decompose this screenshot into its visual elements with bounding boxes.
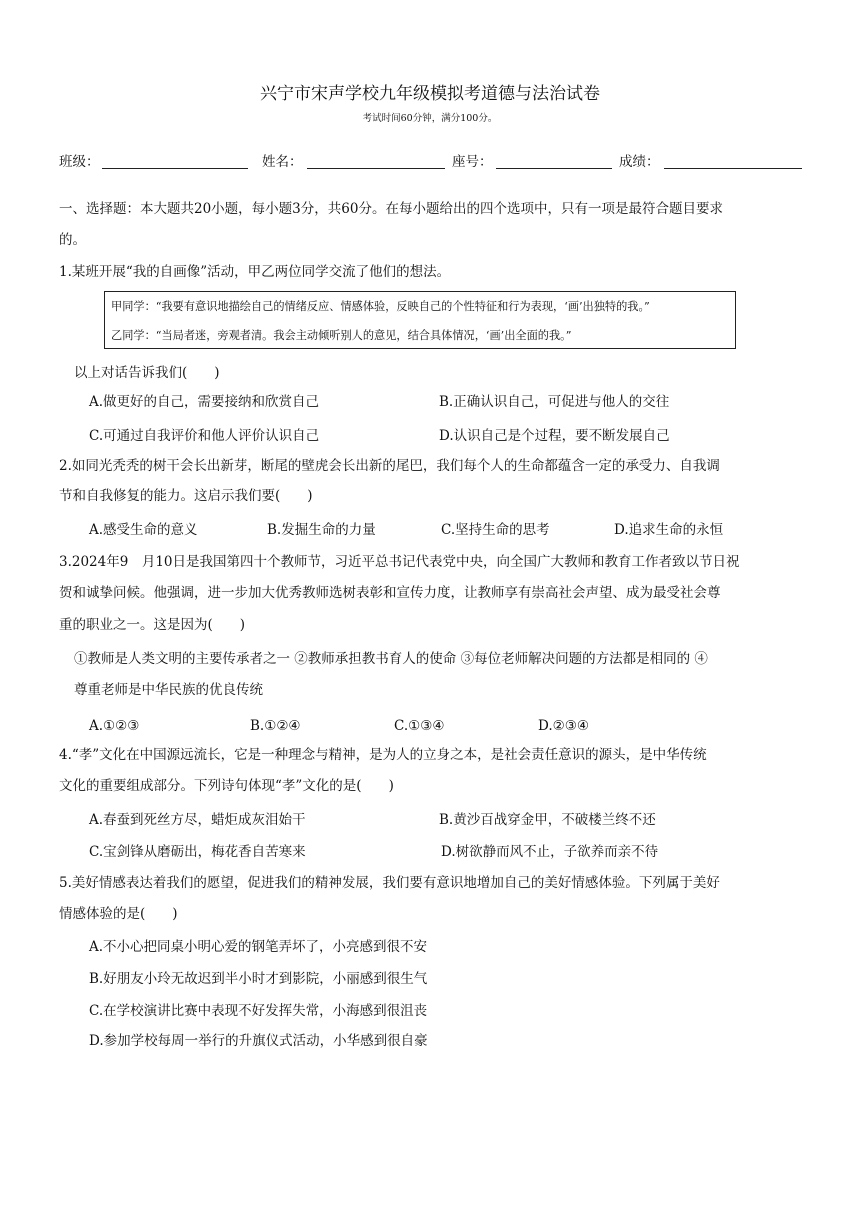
q1-option-b[interactable]: B.正确认识自己，可促进与他人的交往 [439, 394, 670, 410]
q3-option-b[interactable]: B.①②④ [250, 718, 301, 734]
question-3-stem-cont2: 重的职业之一。这是因为( ) [59, 617, 246, 633]
q2-option-a[interactable]: A.感受生命的意义 [89, 522, 198, 538]
q5-option-b[interactable]: B.好朋友小玲无故迟到半小时才到影院，小丽感到很生气 [89, 971, 428, 987]
question-3-stem: 3.2024年9 月10日是我国第四十个教师节，习近平总书记代表党中央，向全国广大教师和教育工作者致以节日祝 [59, 554, 740, 570]
question-5-stem-cont: 情感体验的是( ) [59, 906, 178, 922]
section-heading-cont: 的。 [59, 232, 86, 248]
question-4-stem: 4.“孝”文化在中国源远流长，它是一种理念与精神，是为人的立身之本，是社会责任意识的源头，是中华传统 [59, 747, 707, 763]
question-3-stem-cont1: 贺和诚挚问候。他强调，进一步加大优秀教师选树表彰和宣传力度，让教师享有崇高社会声望、成为最受社会尊 [59, 585, 721, 601]
section-heading: 一、选择题：本大题共20小题，每小题3分，共60分。在每小题给出的四个选项中，只有一项是最符合题目要求 [59, 201, 723, 217]
q4-option-a[interactable]: A.春蚕到死丝方尽，蜡炬成灰泪始干 [89, 812, 306, 828]
q3-option-d[interactable]: D.②③④ [538, 718, 589, 734]
q1-option-d[interactable]: D.认识自己是个过程，要不断发展自己 [439, 428, 670, 444]
question-4-stem-cont: 文化的重要组成部分。下列诗句体现“孝”文化的是( ) [59, 778, 394, 794]
q3-option-a[interactable]: A.①②③ [89, 718, 140, 734]
dialogue-student-b: 乙同学：“当局者迷，旁观者清。我会主动倾听别人的意见，结合具体情况，‘画’出全面的我。” [111, 329, 572, 342]
q4-option-d[interactable]: D.树欲静而风不止，子欲养而亲不待 [441, 844, 659, 860]
question-3-items-cont: 尊重老师是中华民族的优良传统 [74, 682, 263, 698]
dialogue-box [104, 291, 736, 349]
class-label: 班级： [59, 154, 100, 170]
class-blank[interactable] [102, 168, 248, 169]
q2-option-d[interactable]: D.追求生命的永恒 [614, 522, 724, 538]
question-1-ask: 以上对话告诉我们( ) [74, 365, 220, 381]
question-1-stem: 1.某班开展“我的自画像”活动，甲乙两位同学交流了他们的想法。 [59, 264, 451, 280]
student-info-row [59, 150, 804, 172]
dialogue-student-a: 甲同学：“我要有意识地描绘自己的情绪反应、情感体验，反映自己的个性特征和行为表现，‘画’出独特的我。” [111, 300, 650, 313]
question-2-stem: 2.如同光秃秃的树干会长出新芽，断尾的壁虎会长出新的尾巴，我们每个人的生命都蕴含一定的承受力、自我调 [59, 458, 720, 474]
q1-option-c[interactable]: C.可通过自我评价和他人评价认识自己 [89, 428, 320, 444]
name-label: 姓名： [262, 154, 303, 170]
q3-option-c[interactable]: C.①③④ [394, 718, 445, 734]
q4-option-b[interactable]: B.黄沙百战穿金甲，不破楼兰终不还 [439, 812, 656, 828]
q1-option-a[interactable]: A.做更好的自己，需要接纳和欣赏自己 [89, 394, 320, 410]
q4-option-c[interactable]: C.宝剑锋从磨砺出，梅花香自苦寒来 [89, 844, 306, 860]
question-5-stem: 5.美好情感表达着我们的愿望，促进我们的精神发展，我们要有意识地增加自己的美好情感体验。下列属于美好 [59, 875, 720, 891]
question-2-stem-cont: 节和自我修复的能力。这启示我们要( ) [59, 488, 313, 504]
seat-label: 座号： [452, 154, 493, 170]
q2-option-c[interactable]: C.坚持生命的思考 [441, 522, 550, 538]
q2-option-b[interactable]: B.发掘生命的力量 [267, 522, 376, 538]
name-blank[interactable] [307, 168, 445, 169]
q5-option-a[interactable]: A.不小心把同桌小明心爱的钢笔弄坏了，小亮感到很不安 [89, 939, 428, 955]
exam-subtitle: 考试时间60分钟，满分100分。 [362, 113, 498, 124]
score-label: 成绩： [619, 154, 660, 170]
score-blank[interactable] [664, 168, 802, 169]
seat-blank[interactable] [496, 168, 612, 169]
exam-title: 兴宁市宋声学校九年级模拟考道德与法治试卷 [260, 84, 600, 104]
question-3-items: ①教师是人类文明的主要传承者之一 ②教师承担教书育人的使命 ③每位老师解决问题的方法都是相同的 ④ [74, 651, 708, 667]
q5-option-d[interactable]: D.参加学校每周一举行的升旗仪式活动，小华感到很自豪 [89, 1033, 428, 1049]
q5-option-c[interactable]: C.在学校演讲比赛中表现不好发挥失常，小海感到很沮丧 [89, 1003, 428, 1019]
